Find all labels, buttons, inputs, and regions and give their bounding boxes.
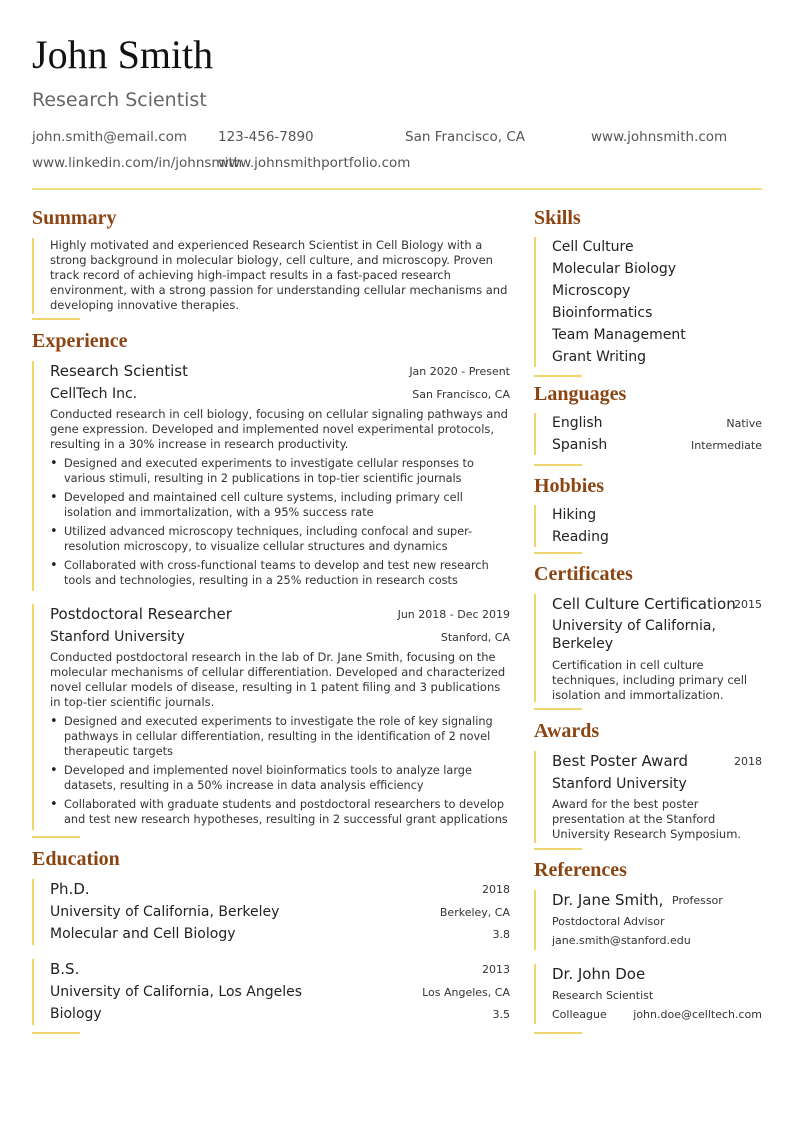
experience-heading: Experience (32, 330, 128, 352)
reference-2-email[interactable]: john.doe@celltech.com (633, 1008, 762, 1021)
edu-2-location: Los Angeles, CA (422, 986, 510, 999)
skills-accent-bar (534, 237, 536, 367)
skills-heading: Skills (534, 207, 581, 229)
header-divider (32, 188, 762, 190)
reference-1-email[interactable]: jane.smith@stanford.edu (552, 934, 691, 947)
reference-1-accent-bar (534, 890, 536, 950)
linkedin-link[interactable]: www.linkedin.com/in/johnsmith (32, 155, 243, 171)
phone-number: 123-456-7890 (218, 129, 314, 145)
reference-1-name: Dr. Jane Smith, (552, 891, 664, 909)
edu-2-gpa: 3.5 (492, 1008, 510, 1021)
certificates-underline (534, 708, 582, 710)
summary-underline (32, 318, 80, 320)
skill-item: Cell Culture (552, 239, 634, 255)
references-heading: References (534, 859, 627, 881)
summary-text: Highly motivated and experienced Research Scientist in Cell Biology with a strong background in molecular biology, cell culture, and microscopy. Proven track record of achieving high-impact results in a fast-paced research environment, with a strong passion for understanding cellular mechanisms and developing innovative therapies. (50, 238, 508, 312)
list-item: • Designed and executed experiments to investigate the role of key signaling pathways in cellular differentiation, resulting in the identification of 2 novel therapeutic targets (50, 714, 512, 759)
edu-1-field: Molecular and Cell Biology (50, 926, 236, 942)
reference-2-accent-bar (534, 964, 536, 1024)
certificate-issuer: University of California, Berkeley (552, 618, 716, 652)
edu-2-degree: B.S. (50, 960, 80, 978)
reference-2-relation: Colleague (552, 1008, 607, 1021)
job-2-bullets (50, 714, 512, 831)
website-link[interactable]: www.johnsmith.com (591, 129, 728, 145)
edu-2-accent-bar (32, 959, 34, 1025)
job-1-role: Research Scientist (50, 362, 188, 380)
certificate-year: 2015 (734, 598, 762, 611)
job-2-company: Stanford University (50, 629, 185, 645)
reference-2-title: Research Scientist (552, 989, 654, 1002)
language-level: Native (726, 417, 762, 430)
edu-1-degree: Ph.D. (50, 880, 90, 898)
summary-accent-bar (32, 238, 34, 314)
list-item: • Designed and executed experiments to investigate cellular responses to various stimuli, resulting in 2 publications in top-tier scientific journals (50, 456, 512, 486)
hobby-item: Hiking (552, 507, 597, 523)
skills-underline (534, 375, 582, 377)
edu-1-accent-bar (32, 879, 34, 945)
award-description: Award for the best poster presentation at the Stanford University Research Symposium. (552, 797, 742, 841)
certificates-accent-bar (534, 594, 536, 702)
skill-item: Grant Writing (552, 349, 646, 365)
awards-underline (534, 848, 582, 850)
hobbies-heading: Hobbies (534, 475, 605, 497)
certificates-heading: Certificates (534, 563, 633, 585)
languages-accent-bar (534, 413, 536, 455)
list-item: • Developed and maintained cell culture systems, including primary cell isolation and immortalization, with a 95% success rate (50, 490, 512, 520)
skill-item: Microscopy (552, 283, 631, 299)
skill-item: Team Management (552, 327, 686, 343)
education-heading: Education (32, 848, 120, 870)
references-underline (534, 1032, 582, 1034)
hobbies-accent-bar (534, 505, 536, 547)
list-item: • Developed and implemented novel bioinformatics tools to analyze large datasets, resulting in a 50% increase in data analysis efficiency (50, 763, 512, 793)
job-2-location: Stanford, CA (440, 631, 510, 644)
job-2-role: Postdoctoral Researcher (50, 605, 232, 623)
hobby-item: Reading (552, 529, 609, 545)
summary-heading: Summary (32, 207, 117, 229)
certificate-description: Certification in cell culture techniques, including primary cell isolation and immortalization. (552, 658, 748, 702)
job-1-description: Conducted research in cell biology, focusing on cellular signaling pathways and gene expression. Developed and implemented novel experimental protocols, resulting in a 30% increase in research productivity. (50, 407, 508, 451)
edu-2-field: Biology (50, 1006, 102, 1022)
language-name: English (552, 415, 603, 431)
awards-heading: Awards (534, 720, 600, 742)
education-underline (32, 1032, 80, 1034)
job-1-company: CellTech Inc. (50, 386, 138, 402)
edu-2-school: University of California, Los Angeles (50, 984, 303, 1000)
job-1-location: San Francisco, CA (412, 388, 510, 401)
email-link[interactable]: john.smith@email.com (32, 129, 188, 145)
edu-1-location: Berkeley, CA (439, 906, 510, 919)
edu-1-gpa: 3.8 (492, 928, 510, 941)
hobbies-underline (534, 552, 582, 554)
languages-underline (534, 464, 582, 466)
list-item: • Utilized advanced microscopy techniques, including confocal and super-resolution microscopy, to visualize cellular structures and dynamics (50, 524, 512, 554)
edu-1-year: 2018 (482, 883, 510, 896)
award-name: Best Poster Award (552, 752, 689, 770)
experience-underline (32, 836, 80, 838)
skill-item: Molecular Biology (552, 261, 677, 277)
job-1-accent-bar (32, 361, 34, 591)
award-year: 2018 (734, 755, 762, 768)
job-2-dates: Jun 2018 - Dec 2019 (397, 608, 510, 621)
skill-item: Bioinformatics (552, 305, 653, 321)
portfolio-link[interactable]: www.johnsmithportfolio.com (218, 155, 411, 171)
reference-2-name: Dr. John Doe (552, 965, 646, 983)
location-text: San Francisco, CA (405, 129, 525, 145)
certificate-name: Cell Culture Certification (552, 595, 736, 613)
language-level: Intermediate (691, 439, 762, 452)
award-issuer: Stanford University (552, 776, 687, 792)
list-item: • Collaborated with graduate students and postdoctoral researchers to develop and test new research hypotheses, resulting in 2 successful grant applications (50, 797, 512, 827)
job-1-bullets (50, 456, 512, 592)
language-name: Spanish (552, 437, 608, 453)
reference-1-relation: Postdoctoral Advisor (552, 915, 665, 928)
awards-accent-bar (534, 751, 536, 843)
job-2-accent-bar (32, 604, 34, 830)
languages-heading: Languages (534, 383, 627, 405)
edu-1-school: University of California, Berkeley (50, 904, 280, 920)
candidate-title: Research Scientist (32, 89, 207, 111)
job-2-description: Conducted postdoctoral research in the lab of Dr. Jane Smith, focusing on the molecular mechanisms of cellular differentiation. Developed and characterized novel cellular models of disease, resulting in 1 patent filing and 3 publications in top-tier scientific journals. (50, 650, 506, 709)
job-1-dates: Jan 2020 - Present (409, 365, 510, 378)
candidate-name: John Smith (32, 32, 214, 77)
reference-1-title: Professor (672, 894, 723, 907)
list-item: • Collaborated with cross-functional teams to develop and test new research tools and technologies, resulting in a 25% reduction in research costs (50, 558, 512, 588)
edu-2-year: 2013 (482, 963, 510, 976)
